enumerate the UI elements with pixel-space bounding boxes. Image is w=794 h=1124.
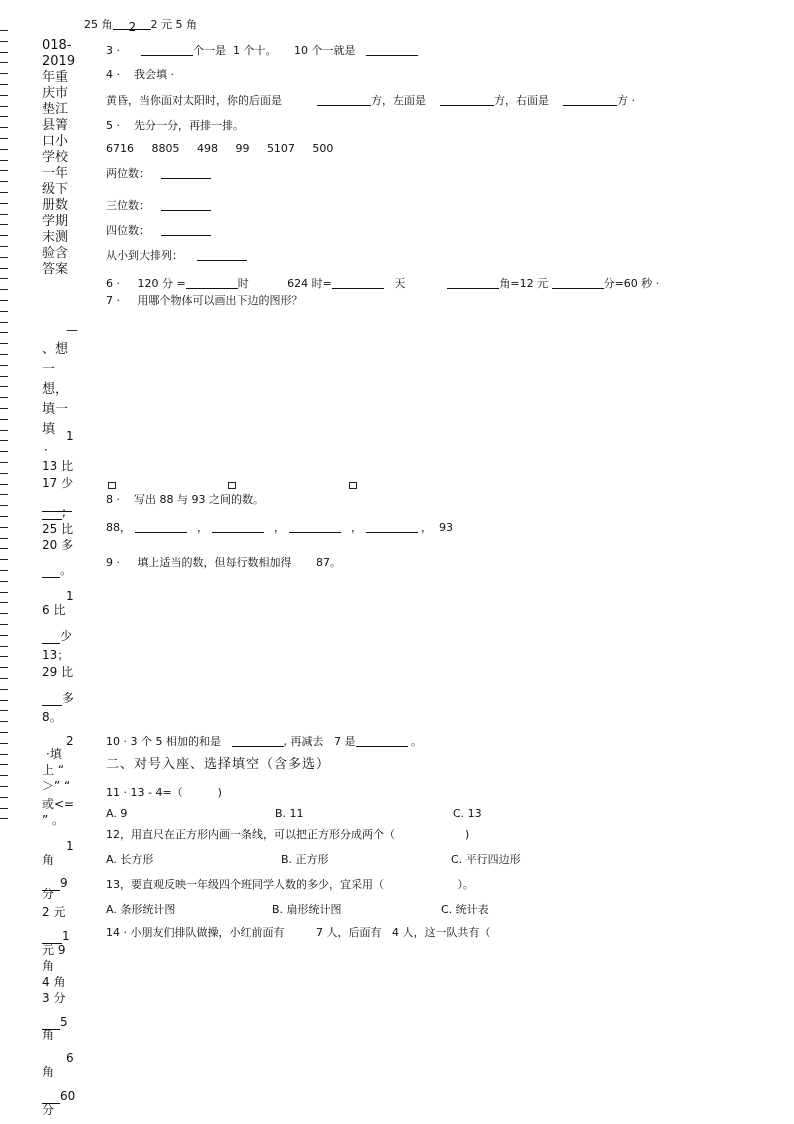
sidebar-line: 角	[42, 959, 55, 973]
sidebar-line: 。	[42, 562, 72, 578]
answer-blank[interactable]	[366, 43, 418, 56]
margin-dash	[0, 332, 8, 333]
answer-blank[interactable]	[289, 520, 341, 533]
margin-dash	[0, 408, 8, 409]
sidebar-line: 25 比	[42, 522, 74, 536]
q13-option-c[interactable]: C. 统计表	[441, 903, 489, 916]
margin-dash	[0, 505, 8, 506]
answer-blank[interactable]	[552, 276, 604, 289]
q13-option-b[interactable]: B. 扇形统计图	[272, 903, 342, 916]
margin-dash	[0, 592, 8, 593]
answer-blank[interactable]	[186, 276, 238, 289]
sidebar-line: 少	[42, 628, 72, 644]
top-line: 25 角 2 2 元 5 角	[84, 18, 197, 34]
question-14: 14 · 小朋友们排队做操，小红前面有 7 人，后面有 4 人，这一队共有（	[106, 926, 491, 939]
margin-dash	[0, 732, 8, 733]
answer-blank[interactable]	[197, 248, 247, 261]
margin-dash	[0, 570, 8, 571]
margin-dash	[0, 419, 8, 420]
two-digit-row: 两位数：	[106, 166, 211, 179]
margin-dash	[0, 743, 8, 744]
sidebar-line: 6 比	[42, 603, 66, 617]
margin-dash	[0, 278, 8, 279]
margin-dash	[0, 170, 8, 171]
answer-blank[interactable]	[440, 93, 494, 106]
margin-dash	[0, 84, 8, 85]
sidebar-line: ·	[44, 443, 48, 457]
margin-dash	[0, 138, 8, 139]
image-placeholder	[108, 480, 116, 491]
image-placeholder	[228, 480, 236, 491]
sidebar-line: 5	[42, 1014, 68, 1030]
margin-dash	[0, 30, 8, 31]
margin-dash	[0, 797, 8, 798]
margin-dash	[0, 494, 8, 495]
question-11: 11 · 13 - 4=（ )	[106, 786, 222, 799]
question-4-title: 4 · 我会填 ·	[106, 68, 174, 81]
sidebar-line: 角	[42, 1028, 55, 1042]
four-digit-row: 四位数：	[106, 223, 211, 236]
sidebar-line: 2 元	[42, 905, 66, 919]
answer-blank[interactable]	[161, 223, 211, 236]
q12-option-c[interactable]: C. 平行四边形	[451, 853, 521, 866]
answer-blank[interactable]	[356, 734, 408, 747]
sidebar-line: 4 角	[42, 975, 66, 989]
margin-dash	[0, 235, 8, 236]
question-4-line: 黄昏，当你面对太阳时，你的后面是 方，左面是 方，右面是 方 ·	[106, 94, 635, 107]
sidebar-line: 1	[66, 589, 74, 603]
margin-dash	[0, 343, 8, 344]
answer-blank[interactable]	[161, 198, 211, 211]
margin-dash	[0, 116, 8, 117]
margin-dash	[0, 678, 8, 679]
margin-dash	[0, 192, 8, 193]
question-7: 7 · 用哪个物体可以画出下边的图形？	[106, 294, 303, 307]
question-10: 10 · 3 个 5 相加的和是 , 再减去 7 是 。	[106, 735, 422, 748]
margin-dash	[0, 376, 8, 377]
q12-option-a[interactable]: A. 长方形	[106, 853, 154, 866]
margin-dash	[0, 559, 8, 560]
question-12: 12，用直尺在正方形内画一条线，可以把正方形分成两个（ )	[106, 828, 470, 841]
question-3: 3 · 个一是 1 个十。 10 个一就是	[106, 43, 418, 56]
margin-dash	[0, 203, 8, 204]
question-5-numbers: 6716 8805 498 99 5107 500	[106, 142, 334, 155]
margin-dash	[0, 624, 8, 625]
margin-dash	[0, 484, 8, 485]
margin-dash	[0, 602, 8, 603]
question-6: 6 · 120 分 = 时 624 时= 天 角=12 元 分=60 秒 ·	[106, 277, 660, 290]
answer-blank[interactable]	[141, 43, 193, 56]
margin-dash	[0, 386, 8, 387]
sidebar-line: 6	[66, 1051, 74, 1065]
sidebar-line: ·填	[46, 747, 62, 761]
sidebar-line: 13 比	[42, 459, 74, 473]
sidebar-line: 分	[42, 887, 55, 901]
q11-option-a[interactable]: A. 9	[106, 807, 128, 820]
margin-dash	[0, 300, 8, 301]
margin-dash	[0, 149, 8, 150]
margin-dash	[0, 462, 8, 463]
margin-dash	[0, 613, 8, 614]
sidebar-line: 分	[42, 1103, 55, 1117]
sidebar-line: 2	[66, 734, 74, 748]
answer-blank[interactable]	[332, 276, 384, 289]
answer-blank[interactable]	[232, 734, 284, 747]
margin-dash	[0, 257, 8, 258]
sidebar-line: 上 “	[42, 763, 65, 777]
answer-blank[interactable]	[563, 93, 617, 106]
sidebar-line: 角	[42, 853, 55, 867]
sidebar-line: 17 少	[42, 476, 74, 490]
sidebar-line: 1	[42, 928, 70, 944]
sidebar-line: 或<=	[42, 797, 75, 811]
order-row: 从小到大排列：	[106, 248, 247, 261]
sidebar-line: 8。	[42, 710, 62, 724]
sidebar-section1-dash: —	[66, 323, 78, 337]
sidebar-line: 9	[42, 875, 68, 891]
margin-dash	[0, 516, 8, 517]
margin-dash	[0, 656, 8, 657]
margin-dash	[0, 268, 8, 269]
q11-option-b[interactable]: B. 11	[275, 807, 304, 820]
margin-dash	[0, 786, 8, 787]
margin-dash	[0, 764, 8, 765]
margin-dash	[0, 700, 8, 701]
margin-dash	[0, 527, 8, 528]
margin-dash	[0, 224, 8, 225]
margin-dash	[0, 548, 8, 549]
answer-blank[interactable]	[447, 276, 499, 289]
margin-dash	[0, 41, 8, 42]
q11-option-c[interactable]: C. 13	[453, 807, 482, 820]
sidebar-line: 多	[42, 690, 74, 706]
three-digit-row: 三位数：	[106, 198, 211, 211]
margin-dash	[0, 322, 8, 323]
answer-blank[interactable]	[212, 520, 264, 533]
sidebar-line: 29 比	[42, 665, 74, 679]
answer-blank[interactable]	[135, 520, 187, 533]
margin-dash	[0, 127, 8, 128]
margin-dash	[0, 473, 8, 474]
question-8: 8 · 写出 88 与 93 之间的数。	[106, 493, 264, 506]
margin-dash	[0, 95, 8, 96]
margin-dash	[0, 689, 8, 690]
image-placeholder	[349, 480, 357, 491]
sidebar-line: 1	[66, 429, 74, 443]
margin-dash	[0, 289, 8, 290]
margin-dash	[0, 106, 8, 107]
margin-dash	[0, 311, 8, 312]
margin-dash	[0, 710, 8, 711]
question-8-answers: 88， ， ， ， ， 93	[106, 521, 453, 534]
margin-dash	[0, 581, 8, 582]
margin-dash	[0, 365, 8, 366]
sidebar-line: 元 9	[42, 943, 66, 957]
margin-dash	[0, 397, 8, 398]
margin-dash	[0, 354, 8, 355]
margin-dash	[0, 430, 8, 431]
margin-dash	[0, 73, 8, 74]
sidebar-title: 018-2019年重庆市垫江县箐口小学校一年级下册数学期末测验含答案	[42, 38, 76, 277]
sidebar-line: ＞” “	[42, 779, 71, 793]
question-5-title: 5 · 先分一分，再排一排。	[106, 119, 244, 132]
margin-dash	[0, 808, 8, 809]
q13-option-a[interactable]: A. 条形统计图	[106, 903, 176, 916]
margin-dash	[0, 181, 8, 182]
question-9: 9 · 填上适当的数，但每行数相加得 87。	[106, 556, 341, 569]
margin-dash	[0, 538, 8, 539]
sidebar-line: 3 分	[42, 991, 66, 1005]
sidebar-line: 20 多	[42, 538, 74, 552]
margin-dash	[0, 721, 8, 722]
q12-option-b[interactable]: B. 正方形	[281, 853, 329, 866]
margin-dash	[0, 646, 8, 647]
margin-dash	[0, 160, 8, 161]
margin-dash	[0, 52, 8, 53]
margin-dash	[0, 635, 8, 636]
question-13: 13，要直观反映一年级四个班同学人数的多少，宜采用（ ）。	[106, 878, 474, 891]
margin-dash	[0, 214, 8, 215]
answer-blank[interactable]	[317, 93, 371, 106]
margin-dash	[0, 451, 8, 452]
margin-dash	[0, 667, 8, 668]
sidebar-line: 13；	[42, 648, 70, 662]
margin-dash	[0, 440, 8, 441]
section-2-title: 二、对号入座、选择填空（含多选）	[106, 757, 331, 772]
margin-dash	[0, 775, 8, 776]
margin-dash	[0, 754, 8, 755]
answer-blank[interactable]	[366, 520, 418, 533]
margin-dash	[0, 62, 8, 63]
sidebar-line: 角	[42, 1065, 55, 1079]
sidebar-line: ” 。	[42, 813, 65, 827]
sidebar-line: 1	[66, 839, 74, 853]
margin-dash	[0, 246, 8, 247]
answer-blank[interactable]	[161, 166, 211, 179]
sidebar-section1-title: 、想一想，填一填	[42, 342, 69, 437]
sidebar-line: ;	[42, 504, 66, 520]
sidebar-line: 60	[42, 1088, 75, 1104]
margin-dash	[0, 818, 8, 819]
